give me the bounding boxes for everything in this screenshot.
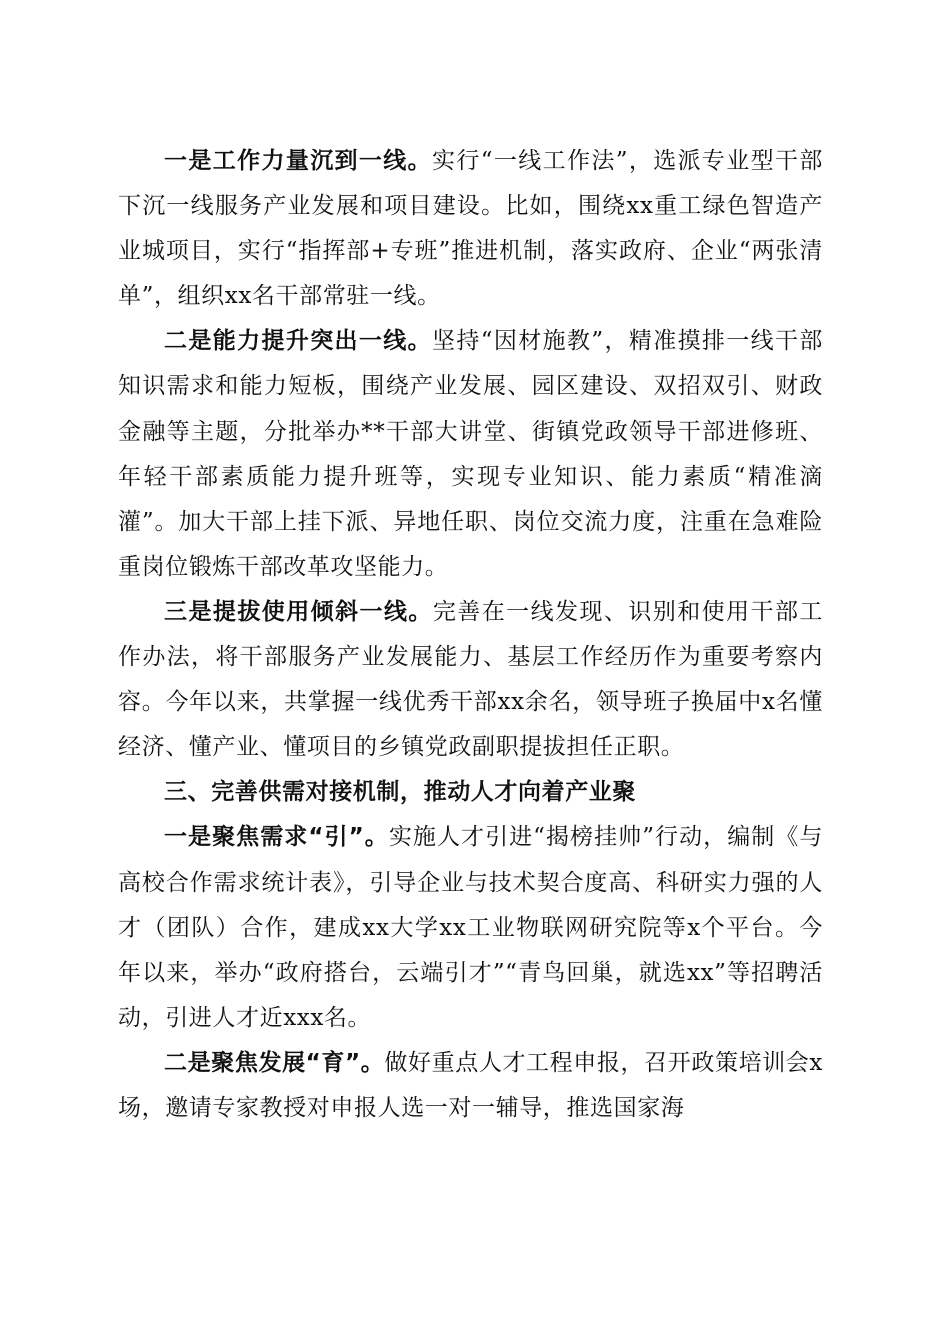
paragraph-promotion bbox=[118, 590, 823, 770]
paragraph-lead: 三是提拔使用倾斜一线。 bbox=[164, 598, 433, 625]
paragraph-lead: 二是能力提升突出一线。 bbox=[164, 328, 433, 355]
paragraph-body: 坚持“因材施教”，精准摸排一线干部知识需求和能力短板，围绕产业发展、园区建设、双招双引、财政金融等主题，分批举办**干部大讲堂、街镇党政领导干部进修班、年轻干部素质能力提升班等，实现专业知识、能力素质“精准滴灌”。加大干部上挂下派、异地任职、岗位交流力度，注重在急难险重岗位锻炼干部改革攻坚能力。 bbox=[118, 328, 823, 580]
paragraph-lead: 一是工作力量沉到一线。 bbox=[164, 148, 433, 174]
paragraph-ability-improvement bbox=[118, 319, 823, 590]
paragraph-lead: 二是聚焦发展“育”。 bbox=[164, 1049, 385, 1076]
document-body bbox=[118, 139, 823, 1131]
paragraph-demand-attract bbox=[118, 815, 823, 1040]
paragraph-body: 完善在一线发现、识别和使用干部工作办法，将干部服务产业发展能力、基层工作经历作为重要考察内容。今年以来，共掌握一线优秀干部xx余名，领导班子换届中x名懂经济、懂产业、懂项目的乡镇党政副职提拔担任正职。 bbox=[118, 598, 823, 761]
paragraph-development-cultivate bbox=[118, 1041, 823, 1131]
paragraph-body: 实行“一线工作法”，选派专业型干部下沉一线服务产业发展和项目建设。比如，围绕xx重工绿色智造产业城项目，实行“指挥部+专班”推进机制，落实政府、企业“两张清单”，组织xx名干部常驻一线。 bbox=[118, 148, 823, 310]
paragraph-lead: 一是聚焦需求“引”。 bbox=[164, 824, 389, 851]
paragraph-body: 实施人才引进“揭榜挂帅”行动，编制《与高校合作需求统计表》，引导企业与技术契合度高、科研实力强的人才（团队）合作，建成xx大学xx工业物联网研究院等x个平台。今年以来，举办“政府搭台，云端引才”“青鸟回巢，就选xx”等招聘活动，引进人才近xxx名。 bbox=[118, 824, 824, 1031]
paragraph-work-force bbox=[118, 139, 823, 319]
paragraph-body: 做好重点人才工程申报，召开政策培训会x场，邀请专家教授对申报人选一对一辅导，推选国家海 bbox=[118, 1049, 823, 1121]
section-heading: 三、完善供需对接机制，推动人才向着产业聚 bbox=[164, 779, 636, 806]
